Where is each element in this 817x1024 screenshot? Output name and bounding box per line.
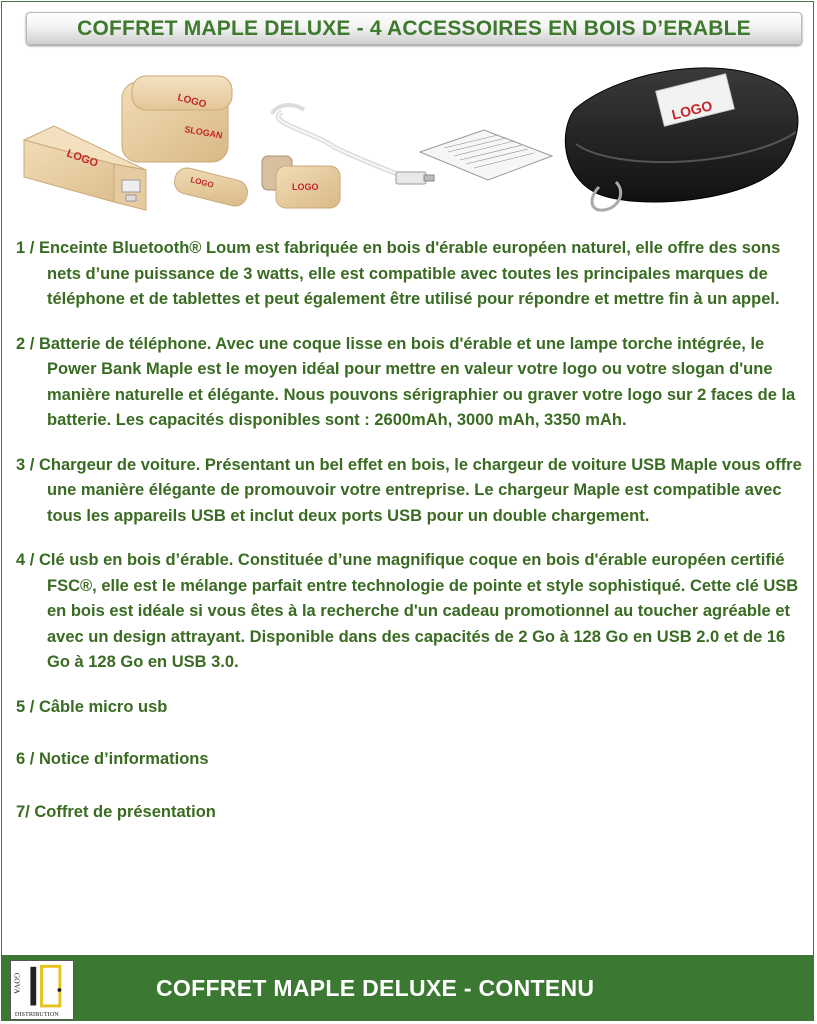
list-item xyxy=(16,747,811,773)
item-number: 4 / xyxy=(16,551,35,569)
item-text: Clé usb en bois d’érable. Constituée d’une magnifique coque en bois d'érable européen certifié FSC®, elle est le mélange parfait entre technologie de pointe et style sophistiqué. Cette clé USB en bois est idéale si vous êtes à la recherche d'un cadeau promotionnel au toucher agréable et avec un design attrayant. Disponible dans des capacités de 2 Go à 128 Go en USB 2.0 et de 16 Go à 128 Go en USB 3.0. xyxy=(38,551,799,671)
item-number: 5 / xyxy=(16,697,35,716)
powerbank-logo: LOGO xyxy=(64,147,100,170)
item-text: Chargeur de voiture. Présentant un bel effet en bois, le chargeur de voiture USB Maple vous offre une manière élégante de promouvoir votre entreprise. Le chargeur Maple est compatible avec tous les appareils USB et inclut deux ports USB pour un double chargement. xyxy=(38,455,802,525)
list-item xyxy=(16,548,811,676)
item-number: 2 / xyxy=(16,334,35,353)
list-item xyxy=(16,236,811,313)
list-item xyxy=(16,453,811,530)
header-banner xyxy=(26,12,802,45)
accessory-list xyxy=(16,236,811,844)
speaker-illustration xyxy=(122,76,232,162)
product-photo xyxy=(14,52,804,222)
logo-caption: DISTRIBUTION xyxy=(14,1011,59,1019)
logo-letters: GOVA xyxy=(12,972,22,994)
list-item xyxy=(16,332,811,434)
item-number: 7/ xyxy=(16,802,30,821)
item-number: 1 / xyxy=(16,239,35,257)
list-item xyxy=(16,695,811,721)
item-text: Notice d’informations xyxy=(38,750,209,768)
item-number: 3 / xyxy=(16,455,35,474)
footer-title: COFFRET MAPLE DELUXE - CONTENU xyxy=(156,975,595,1001)
usb-key-illustration xyxy=(172,165,250,208)
presentation-case-illustration xyxy=(565,68,798,210)
item-text: Enceinte Bluetooth® Loum est fabriquée en bois d'érable européen naturel, elle offre des sons nets d’une puissance de 3 watts, elle est compatible avec toutes les principales marques de téléphone et de tablettes et peut également être utilisé pour répondre et mettre fin à un appel. xyxy=(38,239,781,308)
case-logo: LOGO xyxy=(670,97,714,123)
list-item xyxy=(16,800,811,826)
page-title: COFFRET MAPLE DELUXE - 4 ACCESSOIRES EN BOIS D’ERABLE xyxy=(77,16,751,40)
speaker-logo: LOGO xyxy=(176,92,208,111)
item-number: 6 / xyxy=(16,750,35,768)
car-charger-illustration xyxy=(262,156,340,208)
notice-leaflet-illustration xyxy=(420,130,552,180)
car-charger-logo: LOGO xyxy=(292,182,319,192)
footer-banner xyxy=(1,955,814,1021)
usb-key-logo: LOGO xyxy=(189,175,215,190)
gova-logo xyxy=(10,960,74,1020)
speaker-slogan: SLOGAN xyxy=(183,124,224,141)
item-text: Câble micro usb xyxy=(38,697,168,716)
item-text: Coffret de présentation xyxy=(34,802,216,821)
item-text: Batterie de téléphone. Avec une coque lisse en bois d'érable et une lampe torche intégrée, le Power Bank Maple est le moyen idéal pour mettre en valeur votre logo ou votre slogan d'une manière naturelle et élégante. Nous pouvons sérigraphier ou graver votre logo sur 2 faces de la batterie. Les capacités disponibles sont : 2600mAh, 3000 mAh, 3350 mAh. xyxy=(38,334,796,429)
